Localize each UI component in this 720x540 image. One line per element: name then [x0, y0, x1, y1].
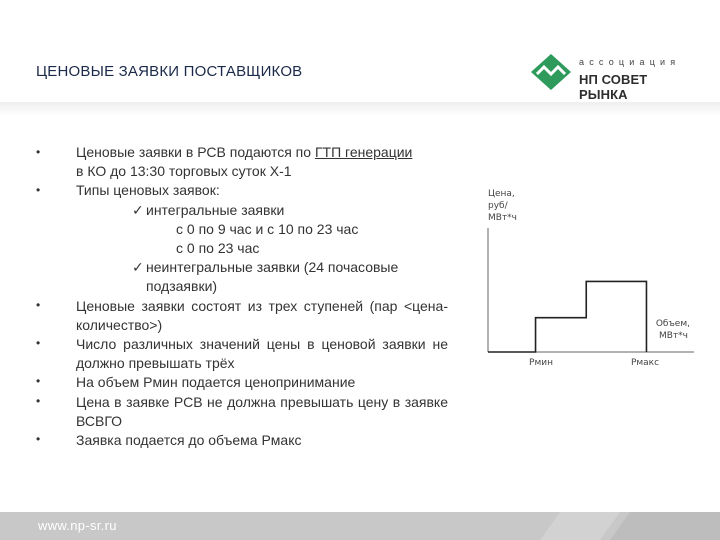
sub-sub-item-2: с 0 по 23 час: [176, 240, 260, 257]
logo-top-text: ассоциация: [579, 57, 681, 67]
bullet-text-block: [76, 143, 448, 450]
bullet-1-text: Ценовые заявки в РСВ подаются по: [76, 144, 315, 160]
bullet-1: [76, 143, 448, 162]
title-divider: [0, 102, 720, 116]
check-icon: ✓: [132, 201, 144, 218]
bullet-marker: •: [36, 145, 41, 159]
bullet-marker: •: [36, 432, 41, 446]
x-tick-label: Рмин: [529, 358, 553, 368]
x-tick-label: Рмакс: [630, 358, 660, 368]
logo-mark-icon: [531, 54, 571, 90]
gtp-generation-term: ГТП генерации: [314, 144, 413, 160]
bullet-1-continuation: в КО до 13:30 торговых суток Х-1: [76, 163, 292, 180]
bullet-column: [36, 0, 54, 540]
sub-item-integral-text: интегральные заявки: [146, 201, 285, 218]
sub-item-non-integral-text: неинтегральные заявки (24 почасовые: [146, 259, 399, 276]
bullet-marker: •: [36, 336, 41, 350]
x-axis-label: МВт*ч: [659, 331, 688, 341]
y-axis-label: руб/: [488, 201, 508, 211]
check-icon: ✓: [132, 259, 144, 276]
sub-item-integral: [76, 201, 448, 220]
bullet-3: Ценовые заявки состоят из трех ступеней (пар <цена-количество>): [76, 297, 448, 333]
bid-step-line: [488, 281, 646, 352]
np-sovet-rynka-logo: [531, 51, 691, 102]
sub-sub-item-1: с 0 по 9 час и с 10 по 23 час: [176, 220, 359, 237]
bullet-marker: •: [36, 183, 41, 197]
bullet-2: Типы ценовых заявок:: [76, 182, 220, 199]
sub-item-non-integral: [76, 258, 448, 277]
logo-bottom-text: НП СОВЕТ РЫНКА: [579, 72, 648, 102]
y-axis-label: Цена,: [488, 189, 515, 199]
bullet-7: Заявка подается до объема Рмакс: [76, 432, 302, 449]
x-axis-label: Объем,: [655, 319, 690, 329]
slide-title: ЦЕНОВЫЕ ЗАЯВКИ ПОСТАВЩИКОВ: [36, 63, 303, 80]
bullet-5: На объем Рмин подается ценопринимание: [76, 374, 356, 391]
bullet-marker: •: [36, 298, 41, 312]
bullet-marker: •: [36, 394, 41, 408]
sub-item-non-integral-continuation: подзаявки): [146, 278, 218, 295]
bullet-marker: •: [36, 374, 41, 388]
footer-bar: [0, 512, 720, 540]
price-volume-step-chart: [462, 170, 720, 380]
y-axis-label: МВт*ч: [488, 213, 517, 223]
footer-website[interactable]: www.np-sr.ru: [38, 518, 117, 533]
bullet-6: Цена в заявке РСВ не должна превышать цену в заявке ВСВГО: [76, 393, 448, 429]
bullet-4: Число различных значений цены в ценовой заявки не должно превышать трёх: [76, 336, 448, 372]
